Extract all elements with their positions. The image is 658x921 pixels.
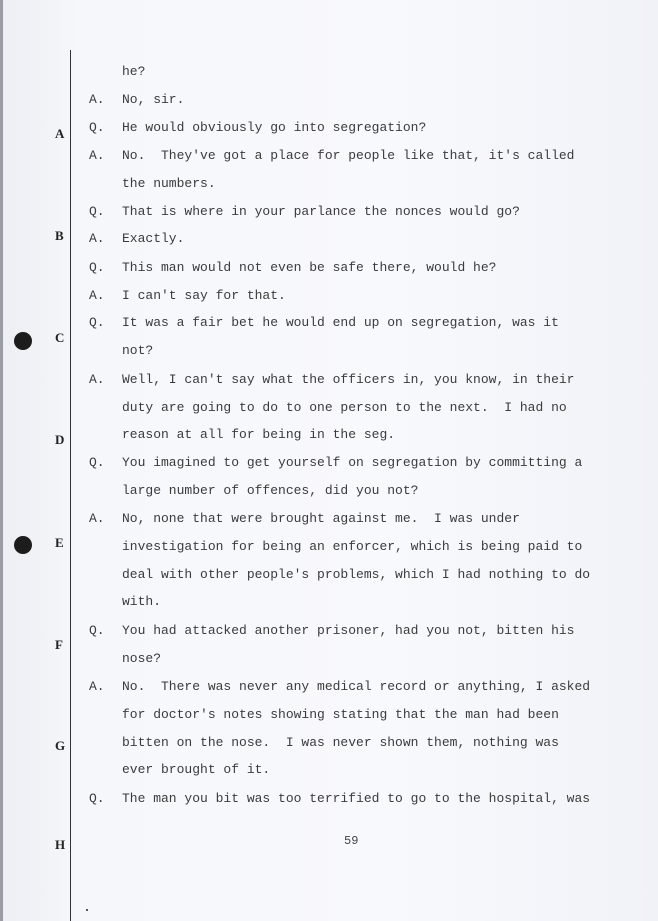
speaker-label: A.	[89, 679, 105, 694]
margin-letter: C	[55, 330, 65, 345]
punch-hole	[14, 332, 32, 350]
scan-speck	[86, 909, 88, 911]
line-text: Exactly.	[122, 231, 185, 246]
speaker-label: Q.	[89, 791, 105, 806]
line-text: for doctor's notes showing stating that the man had been	[122, 707, 559, 722]
margin-rule	[70, 50, 71, 921]
margin-letter: D	[55, 432, 65, 447]
line-text: It was a fair bet he would end up on segregation, was it	[122, 315, 559, 330]
line-text: investigation for being an enforcer, which is being paid to	[122, 539, 583, 554]
line-text: That is where in your parlance the nonces would go?	[122, 204, 520, 219]
speaker-label: A.	[89, 372, 105, 387]
line-text: You imagined to get yourself on segregation by committing a	[122, 455, 583, 470]
speaker-label: Q.	[89, 315, 105, 330]
speaker-label: Q.	[89, 260, 105, 275]
line-text: bitten on the nose. I was never shown them, nothing was	[122, 735, 559, 750]
speaker-label: Q.	[89, 204, 105, 219]
margin-letter: F	[55, 637, 63, 652]
line-text: nose?	[122, 651, 162, 666]
speaker-label: Q.	[89, 623, 105, 638]
margin-letter: A	[55, 126, 65, 141]
margin-letter: B	[55, 228, 64, 243]
line-text: This man would not even be safe there, would he?	[122, 260, 497, 275]
speaker-label: Q.	[89, 455, 105, 470]
punch-hole	[14, 536, 32, 554]
margin-letter: H	[55, 837, 66, 852]
line-text: I can't say for that.	[122, 288, 286, 303]
line-text: the numbers.	[122, 176, 216, 191]
line-text: ever brought of it.	[122, 762, 271, 777]
margin-letter: E	[55, 535, 64, 550]
line-text: No. They've got a place for people like that, it's called	[122, 148, 575, 163]
line-text: reason at all for being in the seg.	[122, 427, 396, 442]
speaker-label: A.	[89, 231, 105, 246]
speaker-label: Q.	[89, 120, 105, 135]
page-number: 59	[344, 834, 359, 848]
margin-letter: G	[55, 738, 66, 753]
line-text: with.	[122, 594, 162, 609]
line-text: duty are going to do to one person to the next. I had no	[122, 400, 567, 415]
line-text: He would obviously go into segregation?	[122, 120, 427, 135]
line-text: No, none that were brought against me. I was under	[122, 511, 520, 526]
scan-edge	[0, 0, 3, 921]
line-text: deal with other people's problems, which I had nothing to do	[122, 567, 591, 582]
line-text: not?	[122, 343, 154, 358]
line-text: You had attacked another prisoner, had you not, bitten his	[122, 623, 575, 638]
speaker-label: A.	[89, 511, 105, 526]
speaker-label: A.	[89, 92, 105, 107]
line-text: No, sir.	[122, 92, 185, 107]
line-text: The man you bit was too terrified to go to the hospital, was	[122, 791, 591, 806]
speaker-label: A.	[89, 148, 105, 163]
line-text: No. There was never any medical record or anything, I asked	[122, 679, 591, 694]
line-text: Well, I can't say what the officers in, you know, in their	[122, 372, 575, 387]
line-text: he?	[122, 64, 146, 79]
line-text: large number of offences, did you not?	[122, 483, 419, 498]
speaker-label: A.	[89, 288, 105, 303]
